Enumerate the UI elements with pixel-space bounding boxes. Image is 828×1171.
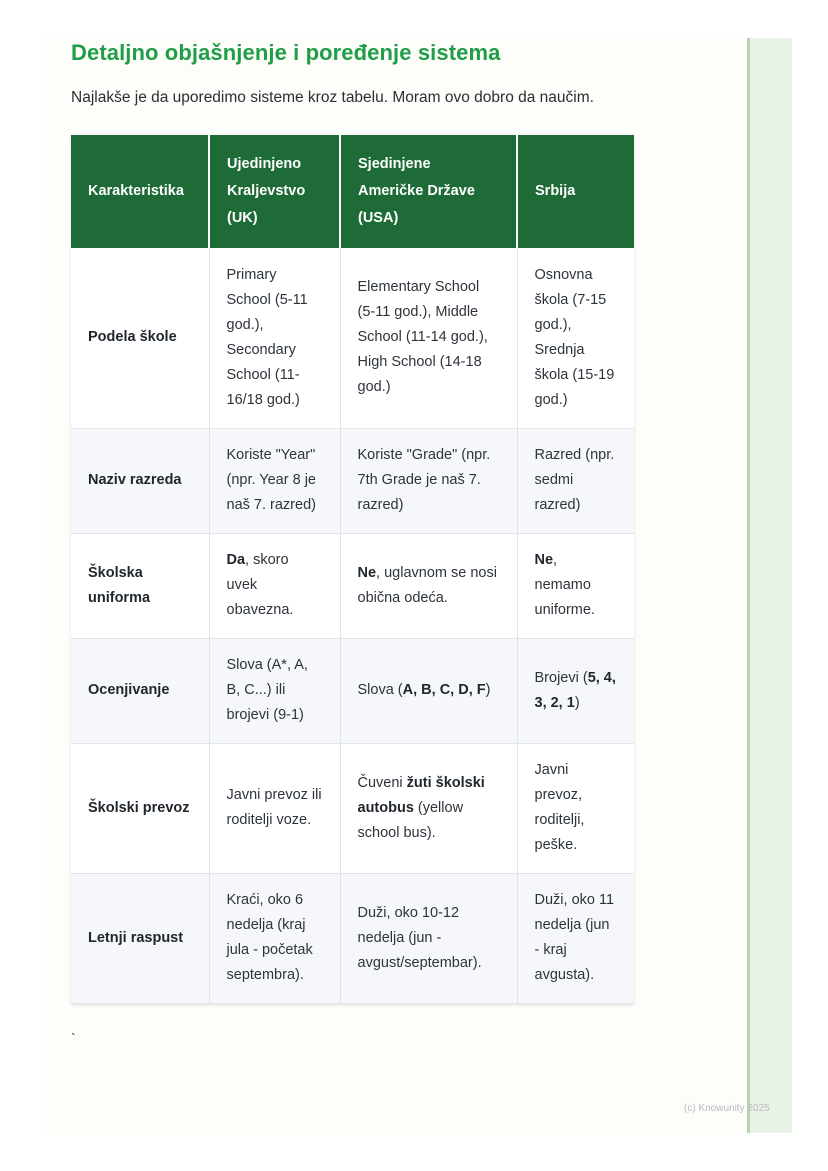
cell-text: Duži, oko 11 nedelja (jun - kraj avgusta). xyxy=(534,892,615,983)
table-row xyxy=(71,638,634,743)
usa-cell xyxy=(340,873,517,1003)
bold-text: Ne xyxy=(357,564,377,581)
header-usa: Sjedinjene Američke Države (USA) xyxy=(340,135,517,248)
intro-text: Najlakše je da uporedimo sisteme kroz tabelu. Moram ovo dobro da naučim. xyxy=(71,89,594,106)
table-head xyxy=(71,135,634,248)
serbia-cell xyxy=(517,873,634,1003)
usa-cell xyxy=(340,743,517,873)
side-margin-strip xyxy=(747,38,792,1133)
serbia-cell xyxy=(517,638,634,743)
uk-cell xyxy=(209,248,340,428)
cell-text: Koriste "Grade" (npr. 7th Grade je naš 7. razred) xyxy=(357,447,491,513)
row-label: Školski prevoz xyxy=(71,743,209,873)
table-row xyxy=(71,248,634,428)
usa-cell xyxy=(340,248,517,428)
cell-text: Duži, oko 10-12 nedelja (jun - avgust/septembar). xyxy=(357,904,482,971)
usa-cell xyxy=(340,428,517,533)
serbia-cell xyxy=(517,248,634,428)
serbia-cell xyxy=(517,428,634,533)
row-label: Naziv razreda xyxy=(71,428,209,533)
table-row xyxy=(71,533,634,638)
cell-text: , nemamo uniforme. xyxy=(534,552,595,618)
row-label: Podela škole xyxy=(71,248,209,428)
bold-text: A, B, C, D, F xyxy=(402,682,486,698)
table-header-row xyxy=(71,135,634,248)
bold-text: Da xyxy=(226,552,246,568)
cell-text: ) xyxy=(574,694,580,711)
header-serbia: Srbija xyxy=(517,135,634,248)
bold-text: žuti školski autobus xyxy=(357,774,485,816)
row-label: Letnji raspust xyxy=(71,873,209,1003)
row-label: Školska uniforma xyxy=(71,533,209,638)
uk-cell xyxy=(209,533,340,638)
cell-text: Razred (npr. sedmi razred) xyxy=(534,447,615,513)
table-row xyxy=(71,743,634,873)
cell-text: (yellow school bus). xyxy=(357,799,464,841)
cell-text: Koriste "Year" (npr. Year 8 je naš 7. razred) xyxy=(226,447,316,513)
cell-text: Kraći, oko 6 nedelja (kraj jula - početak septembra). xyxy=(226,892,313,983)
cell-text: , uglavnom se nosi obična odeća. xyxy=(357,564,497,606)
stray-backtick: ` xyxy=(71,1030,76,1046)
comparison-table xyxy=(71,135,634,1004)
cell-text: Slova (A*, A, B, C...) ili brojevi (9-1) xyxy=(226,657,308,723)
cell-text: ) xyxy=(485,682,491,698)
uk-cell xyxy=(209,428,340,533)
serbia-cell xyxy=(517,533,634,638)
uk-cell xyxy=(209,743,340,873)
uk-cell xyxy=(209,638,340,743)
uk-cell xyxy=(209,873,340,1003)
table-row xyxy=(71,428,634,533)
row-label: Ocenjivanje xyxy=(71,638,209,743)
header-characteristic: Karakteristika xyxy=(71,135,209,248)
table-row xyxy=(71,873,634,1003)
serbia-cell xyxy=(517,743,634,873)
bold-text: 5, 4, 3, 2, 1 xyxy=(534,669,616,711)
cell-text: , skoro uvek obavezna. xyxy=(226,552,294,618)
table-body xyxy=(71,248,634,1003)
cell-text: Javni prevoz, roditelji, peške. xyxy=(534,762,585,853)
cell-text: Brojevi ( xyxy=(534,669,588,686)
cell-text: Osnovna škola (7-15 god.), Srednja škola (15-19 god.) xyxy=(534,266,615,408)
cell-text: Čuveni xyxy=(357,774,407,791)
cell-text: Elementary School (5-11 god.), Middle School (11-14 god.), High School (14-18 god.) xyxy=(357,279,488,396)
cell-text: Javni prevoz ili roditelji voze. xyxy=(226,787,322,828)
section-heading: Detaljno objašnjenje i poređenje sistema xyxy=(71,40,501,65)
usa-cell xyxy=(340,638,517,743)
footer-copyright: (c) Knowunity 2025 xyxy=(684,1103,770,1114)
usa-cell xyxy=(340,533,517,638)
header-uk: Ujedinjeno Kraljevstvo (UK) xyxy=(209,135,340,248)
bold-text: Ne xyxy=(534,552,554,568)
side-margin-line xyxy=(747,38,750,1133)
cell-text: Primary School (5-11 god.), Secondary School (11-16/18 god.) xyxy=(226,266,308,408)
cell-text: Slova ( xyxy=(357,682,403,698)
